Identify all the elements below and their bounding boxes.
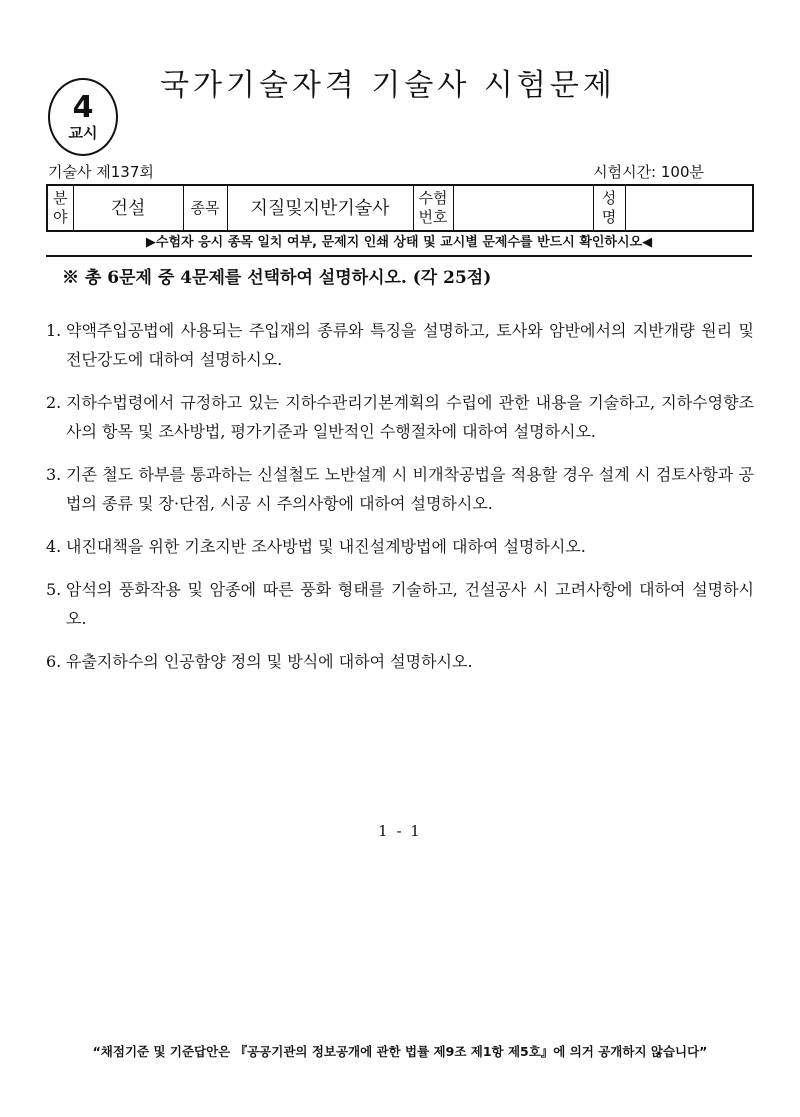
- period-badge: [48, 78, 118, 156]
- category-value: 지질및지반기술사: [227, 185, 413, 231]
- name-label: 성명: [593, 185, 625, 231]
- name-field[interactable]: [625, 185, 753, 231]
- exam-time: 시험시간: 100분: [593, 163, 704, 181]
- page-number: 1 - 1: [378, 822, 422, 840]
- question-text: 지하수법령에서 규정하고 있는 지하수관리기본계획의 수립에 관한 내용을 기술하고, 지하수영향조사의 항목 및 조사방법, 평가기준과 일반적인 수행절차에 대하여 설명하시오.: [66, 393, 754, 441]
- question-number: 6.: [46, 652, 62, 671]
- question-number: 1.: [46, 321, 62, 340]
- question-text: 약액주입공법에 사용되는 주입재의 종류와 특징을 설명하고, 토사와 암반에서의 지반개량 원리 및 전단강도에 대하여 설명하시오.: [66, 321, 754, 369]
- field-label: 분야: [47, 185, 73, 231]
- page-title: 국가기술자격 기술사 시험문제: [160, 68, 616, 103]
- question-text: 기존 철도 하부를 통과하는 신설철도 노반설계 시 비개착공법을 적용할 경우 설계 시 검토사항과 공법의 종류 및 장·단점, 시공 시 주의사항에 대하여 설명하시오.: [66, 465, 754, 513]
- question-number: 4.: [46, 537, 62, 556]
- question-item: [46, 388, 754, 446]
- period-number: 4: [72, 90, 94, 125]
- field-value: 건설: [73, 185, 183, 231]
- period-label: 교시: [68, 124, 98, 142]
- question-text: 유출지하수의 인공함양 정의 및 방식에 대하여 설명하시오.: [66, 652, 473, 671]
- exam-number-label: 수험번호: [413, 185, 453, 231]
- question-text: 내진대책을 위한 기초지반 조사방법 및 내진설계방법에 대하여 설명하시오.: [66, 537, 586, 556]
- question-item: [46, 575, 754, 633]
- question-item: [46, 460, 754, 518]
- question-item: [46, 647, 754, 676]
- question-number: 3.: [46, 465, 62, 484]
- question-number: 5.: [46, 580, 62, 599]
- question-item: [46, 532, 754, 561]
- exam-number-field[interactable]: [453, 185, 593, 231]
- question-text: 암석의 풍화작용 및 암종에 따른 풍화 형태를 기술하고, 건설공사 시 고려사항에 대하여 설명하시오.: [66, 580, 754, 628]
- question-item: [46, 316, 754, 374]
- question-list: [46, 316, 754, 690]
- instruction-text: ※ 총 6문제 중 4문제를 선택하여 설명하시오. (각 25점): [62, 268, 492, 288]
- notice-banner: ▶수험자 응시 종목 일치 여부, 문제지 인쇄 상태 및 교시별 문제수를 반드시 확인하시오◀: [46, 234, 752, 257]
- exam-info-table: [46, 184, 754, 232]
- category-label: 종목: [183, 185, 227, 231]
- footer-disclaimer: “채점기준 및 기준답안은 『공공기관의 정보공개에 관한 법률 제9조 제1항 제5호』에 의거 공개하지 않습니다”: [92, 1044, 708, 1059]
- question-number: 2.: [46, 393, 62, 412]
- exam-series: 기술사 제137회: [48, 163, 154, 181]
